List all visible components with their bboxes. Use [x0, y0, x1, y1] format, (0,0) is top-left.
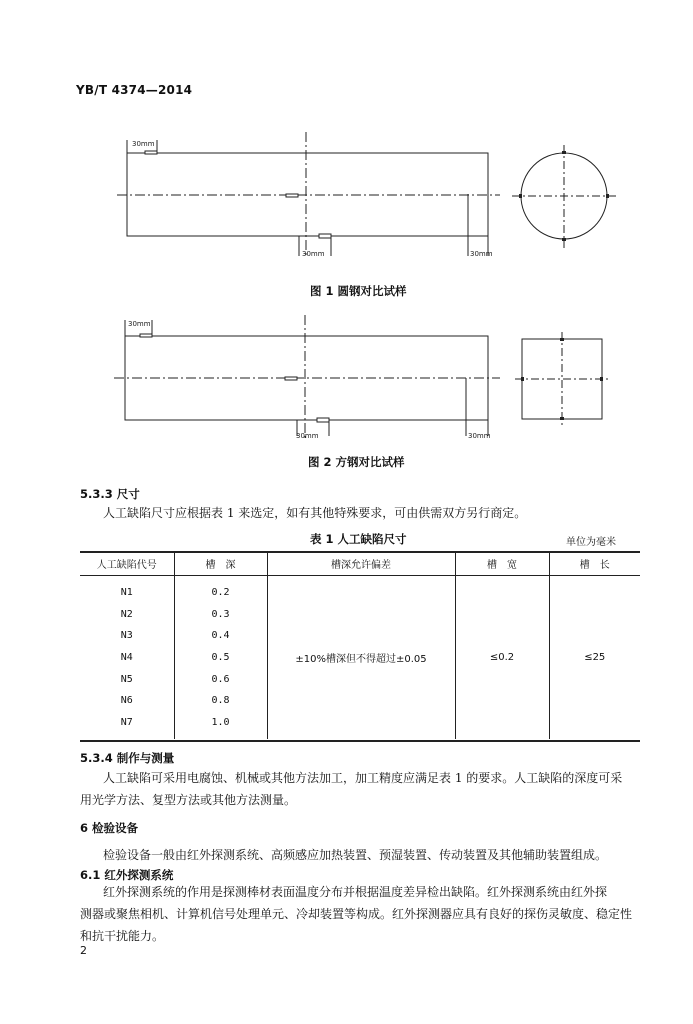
col-header-code: 人工缺陷代号 — [80, 551, 174, 576]
col-header-length: 槽 长 — [549, 551, 640, 576]
notch-top — [140, 334, 152, 337]
depth-cell: 0.3 — [211, 608, 230, 620]
fig1-dim-top: 30mm — [132, 140, 155, 148]
depth-cell: 0.2 — [211, 587, 230, 598]
col-header-tolerance: 槽深允许偏差 — [267, 551, 455, 576]
fig2-dim-bottom-right: 30mm — [468, 432, 491, 440]
depth-cell: 0.4 — [211, 630, 230, 642]
table-1-title: 表 1 人工缺陷尺寸 — [310, 532, 407, 546]
length-cell: ≤25 — [549, 576, 640, 739]
code-cell: N2 — [120, 608, 133, 620]
code-cell: N1 — [120, 587, 133, 598]
section-6-heading: 6 检验设备 — [80, 821, 139, 835]
depth-cell: 0.6 — [211, 673, 230, 685]
width-cell: ≤0.2 — [455, 576, 549, 739]
notch-bottom — [319, 234, 331, 238]
figure-2-drawing — [0, 300, 693, 450]
section-533-heading: 5.3.3 尺寸 — [80, 487, 140, 501]
depth-cell: 0.8 — [211, 695, 230, 707]
code-cell: N6 — [120, 695, 133, 707]
section-61-line-3: 和抗干扰能力。 — [80, 929, 165, 943]
code-cell: N7 — [120, 717, 133, 729]
table-1-unit: 单位为毫米 — [566, 537, 616, 548]
code-column — [80, 576, 174, 739]
section-61-line-1: 红外探测系统的作用是探测棒材表面温度分布并根据温度差异检出缺陷。红外探测系统由红外探 — [103, 885, 608, 899]
round-bar-body — [127, 153, 488, 236]
depth-cell: 0.5 — [211, 652, 230, 664]
notch-bottom — [317, 418, 329, 422]
code-cell: N5 — [120, 673, 133, 685]
depth-cell: 1.0 — [211, 717, 230, 729]
figure-1-drawing — [0, 0, 693, 300]
fig1-dim-bottom-left: 30mm — [302, 250, 325, 258]
notch-middle — [285, 377, 297, 380]
section-534-line-1: 人工缺陷可采用电腐蚀、机械或其他方法加工，加工精度应满足表 1 的要求。人工缺陷的深度可采 — [103, 771, 623, 785]
section-533-text: 人工缺陷尺寸应根据表 1 来选定，如有其他特殊要求，可由供需双方另行商定。 — [103, 506, 527, 520]
standard-number: YB/T 4374—2014 — [76, 83, 193, 97]
section-61-line-2: 测器或聚焦相机、计算机信号处理单元、冷却装置等构成。红外探测器应具有良好的探伤灵敏度、稳定性 — [80, 907, 633, 921]
section-61-heading: 6.1 红外探测系统 — [80, 868, 174, 882]
fig1-dim-bottom-right: 30mm — [470, 250, 493, 258]
section-6-text: 检验设备一般由红外探测系统、高频感应加热装置、预湿装置、传动装置及其他辅助装置组成。 — [103, 848, 608, 862]
col-header-depth: 槽 深 — [174, 551, 267, 576]
code-cell: N3 — [120, 630, 133, 642]
figure-2-caption: 图 2 方钢对比试样 — [308, 455, 405, 469]
fig2-dim-bottom-left: 30mm — [296, 432, 319, 440]
tolerance-cell: ±10%槽深但不得超过±0.05 — [267, 576, 455, 739]
fig2-dim-top: 30mm — [128, 320, 151, 328]
notch-top — [145, 151, 157, 154]
notch-middle — [286, 194, 298, 197]
col-header-width: 槽 宽 — [455, 551, 549, 576]
artificial-defect-table — [80, 551, 640, 739]
section-534-line-2: 用光学方法、复型方法或其他方法测量。 — [80, 793, 297, 807]
depth-column — [174, 576, 267, 739]
page-number: 2 — [80, 944, 87, 957]
section-534-heading: 5.3.4 制作与测量 — [80, 751, 175, 765]
figure-1-caption: 图 1 圆钢对比试样 — [310, 284, 407, 298]
code-cell: N4 — [120, 652, 133, 664]
